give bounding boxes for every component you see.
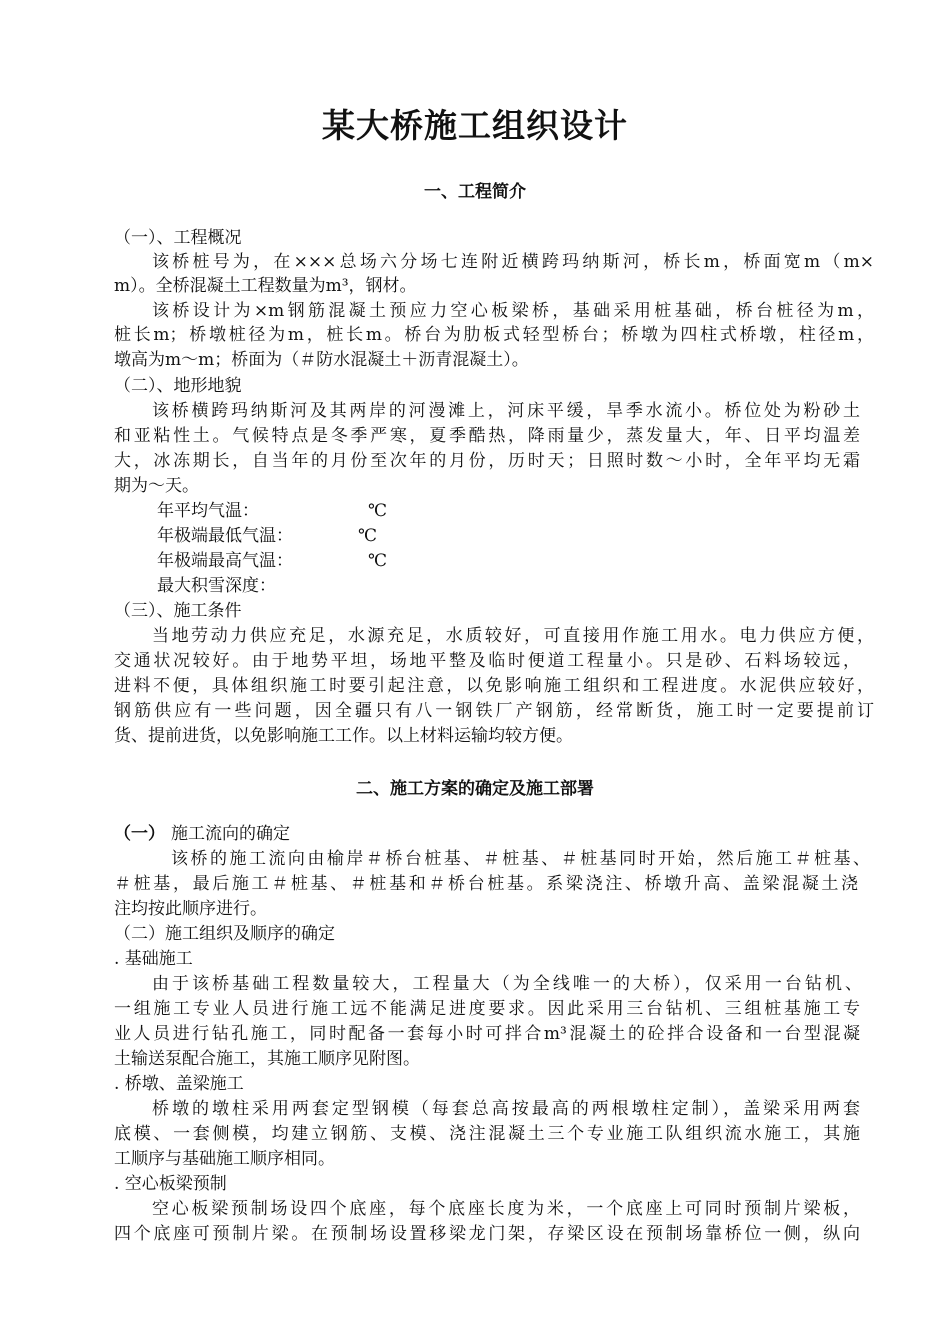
document-title: 某大桥施工组织设计 [322, 106, 628, 145]
paragraph-line: 土输送泵配合施工，其施工顺序见附图。 [114, 1049, 420, 1069]
paragraph-line: 和亚粘性土。气候特点是冬季严寒，夏季酷热，降雨量少，蒸发量大，年、日平均温差 [114, 426, 860, 446]
paragraph-line: 大，冰冻期长，自当年的月份至次年的月份，历时天；日照时数～小时，全年平均无霜 [114, 451, 860, 471]
paragraph-line: 进料不便，具体组织施工时要引起注意，以免影响施工组织和工程进度。水泥供应较好， [114, 676, 874, 696]
paragraph-line: 货、提前进货，以免影响施工工作。以上材料运输均较方便。 [114, 726, 573, 746]
paragraph-line: 业人员进行钻孔施工，同时配备一套每小时可拌合m³混凝土的砼拌合设备和一台型混凝 [114, 1024, 860, 1044]
paragraph-line: 期为～天。 [114, 476, 199, 496]
paragraph-line: 空心板梁预制场设四个底座，每个底座长度为米，一个底座上可同时预制片梁板， [152, 1199, 860, 1219]
subheading: 施工流向的确定 [171, 824, 290, 844]
paragraph-line: 四个底座可预制片梁。在预制场设置移梁龙门架，存梁区设在预制场靠桥位一侧，纵向 [114, 1224, 860, 1244]
paragraph-line: 该桥设计为×m钢筋混凝土预应力空心板梁桥，基础采用桩基础，桥台桩径为m， [152, 301, 874, 321]
subheading: （二）、地形地貌 [114, 376, 242, 396]
subheading: （三）、施工条件 [114, 601, 242, 621]
paragraph-line: 底模、一套侧模，均建立钢筋、支模、浇注混凝土三个专业施工队组织流水施工，其施 [114, 1124, 860, 1144]
unit-celsius: ℃ [368, 501, 388, 521]
paragraph-line: 交通状况较好。由于地势平坦，场地平整及临时便道工程量小。只是砂、石料场较远， [114, 651, 860, 671]
paragraph-line: 一组施工专业人员进行施工远不能满足进度要求。因此采用三台钻机、三组桩基施工专 [114, 999, 860, 1019]
paragraph-line: 墩高为m～m；桥面为（＃防水混凝土＋沥青混凝土）。 [114, 350, 529, 370]
paragraph-line: 工顺序与基础施工顺序相同。 [114, 1149, 335, 1169]
paragraph-line: 当地劳动力供应充足，水源充足，水质较好，可直接用作施工用水。电力供应方便， [152, 626, 874, 646]
climate-label: 最大积雪深度： [157, 576, 276, 596]
paragraph-line: 该桥的施工流向由榆岸＃桥台桩基、＃桩基、＃桩基同时开始，然后施工＃桩基、 [171, 849, 870, 869]
item-heading: . 桥墩、盖梁施工 [114, 1074, 244, 1094]
subheading-number: （一） [114, 824, 165, 844]
paragraph-line: m）。全桥混凝土工程数量为m³，钢材。 [114, 276, 417, 296]
paragraph-line: 该桥横跨玛纳斯河及其两岸的河漫滩上，河床平缓，旱季水流小。桥位处为粉砂土 [152, 401, 860, 421]
section-heading-1: 一、工程简介 [424, 182, 526, 202]
paragraph-line: 桩长m；桥墩桩径为m，桩长m。桥台为肋板式轻型桥台；桥墩为四柱式桥墩，柱径m， [114, 325, 874, 345]
unit-celsius: ℃ [358, 526, 378, 546]
unit-celsius: ℃ [368, 551, 388, 571]
paragraph-line: ＃桩基，最后施工＃桩基、＃桩基和＃桥台桩基。系梁浇注、桥墩升高、盖梁混凝土浇 [114, 874, 858, 894]
section-heading-2: 二、施工方案的确定及施工部署 [356, 779, 594, 799]
climate-label: 年平均气温： [157, 501, 259, 521]
subheading: （二）施工组织及顺序的确定 [114, 924, 335, 944]
paragraph-line: 由于该桥基础工程数量较大，工程量大（为全线唯一的大桥），仅采用一台钻机、 [152, 974, 862, 994]
climate-label: 年极端最低气温： [157, 526, 293, 546]
paragraph-line: 桥墩的墩柱采用两套定型钢模（每套总高按最高的两根墩柱定制），盖梁采用两套 [152, 1099, 860, 1119]
paragraph-line: 钢筋供应有一些问题，因全疆只有八一钢铁厂产钢筋，经常断货，施工时一定要提前订 [114, 701, 874, 721]
paragraph-line: 该桥桩号为，在×××总场六分场七连附近横跨玛纳斯河，桥长m，桥面宽m（m× [152, 252, 874, 272]
paragraph-line: 注均按此顺序进行。 [114, 899, 267, 919]
item-heading: . 基础施工 [114, 949, 193, 969]
item-heading: . 空心板梁预制 [114, 1174, 227, 1194]
climate-label: 年极端最高气温： [157, 551, 293, 571]
subheading: （一）、工程概况 [114, 228, 242, 248]
